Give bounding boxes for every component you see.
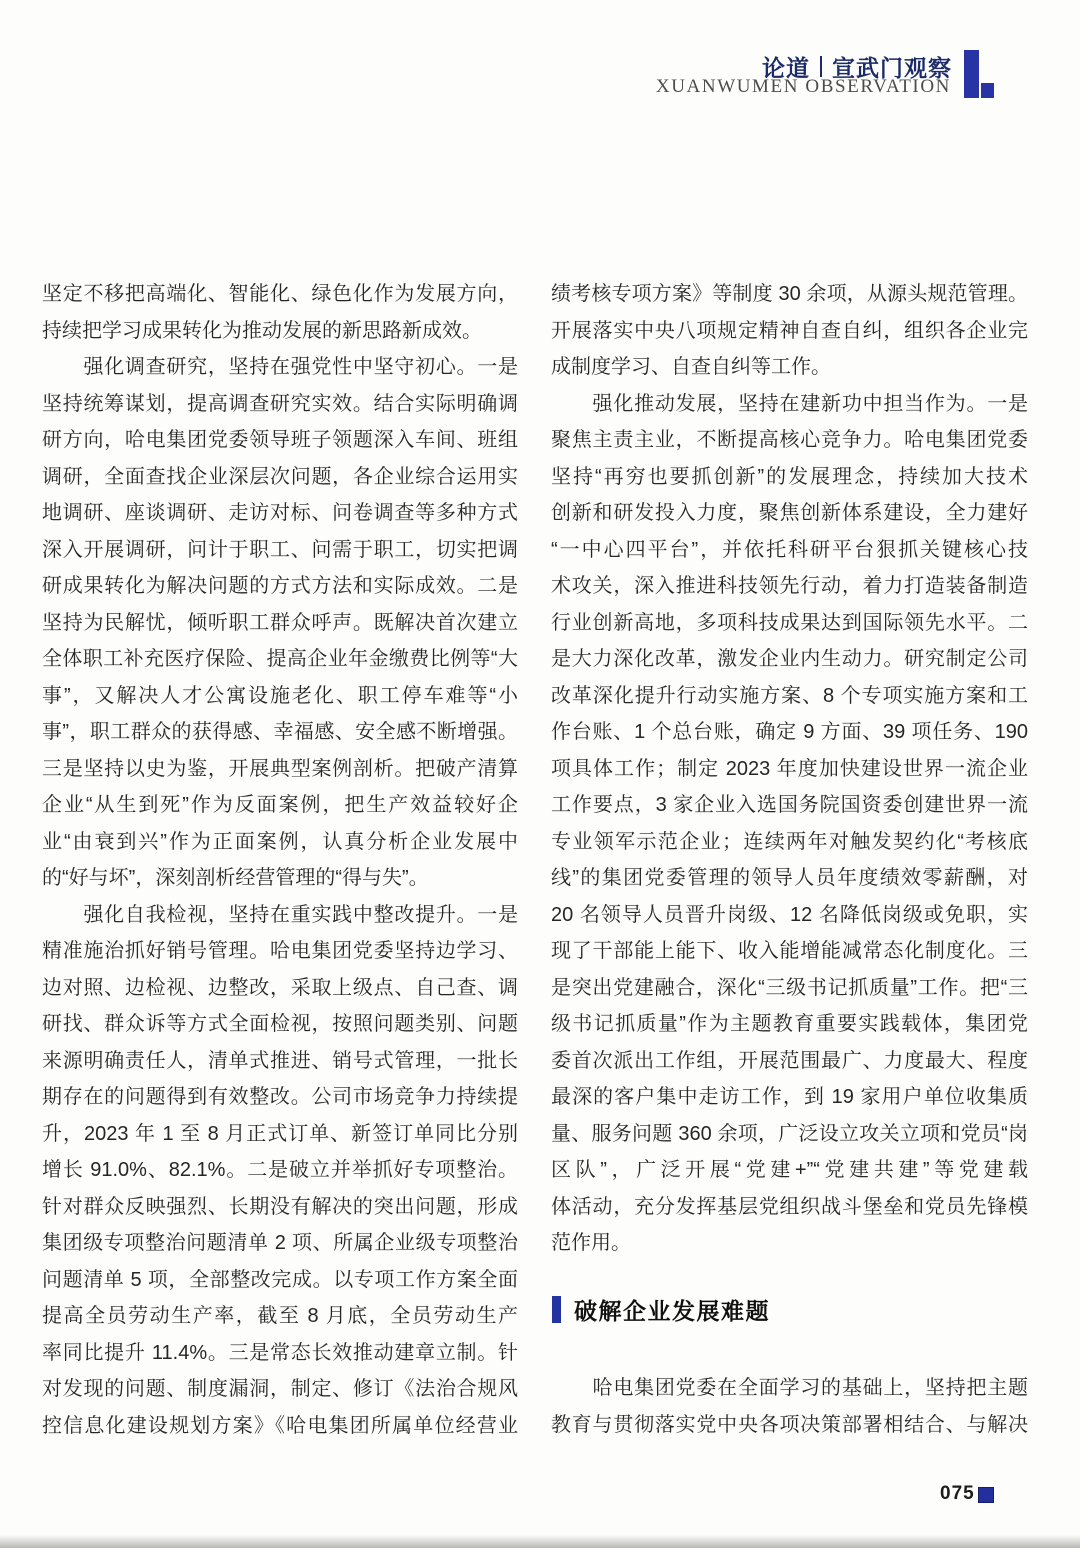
text-line: 改革深化提升行动实施方案、8 个专项实施方案和工 <box>551 684 1028 707</box>
text-line: 企业“从生到死”作为反面案例，把生产效益较好企 <box>42 794 518 816</box>
text-line: 精准施治抓好销号管理。哈电集团党委坚持边学习、 <box>42 940 518 962</box>
text-line: 现了干部能上能下、收入能增能减常态化制度化。三 <box>551 940 1028 962</box>
page-number: 075 <box>940 1483 975 1504</box>
text-line: 升，2023 年 1 至 8 月正式订单、新签订单同比分别 <box>42 1122 518 1145</box>
text-line: 绩考核专项方案》等制度 30 余项，从源头规范管理。 <box>551 283 1028 305</box>
text-line: 坚定不移把高端化、智能化、绿色化作为发展方向， <box>42 283 518 305</box>
text-line: 事”，又解决人才公寓设施老化、职工停车难等“小 <box>42 684 518 707</box>
text-line: 来源明确责任人，清单式推进、销号式管理，一批长 <box>42 1049 518 1072</box>
text-line: 术攻关，深入推进科技领先行动，着力打造装备制造 <box>551 575 1028 597</box>
text-line: 的“好与坏”，深刻剖析经营管理的“得与失”。 <box>42 867 429 889</box>
footer-accent-square <box>978 1487 994 1503</box>
text-line: 问题清单 5 项，全部整改完成。以专项工作方案全面 <box>42 1268 518 1291</box>
header-accent-bar <box>964 50 979 98</box>
text-line: “一中心四平台”，并依托科研平台狠抓关键核心技 <box>551 538 1028 561</box>
text-line: 提高全员劳动生产率，截至 8 月底，全员劳动生产 <box>42 1305 518 1327</box>
header-divider <box>820 56 822 77</box>
text-line: 委首次派出工作组，开展范围最广、力度最大、程度 <box>551 1049 1028 1072</box>
header-section-left: 论道 <box>762 55 810 81</box>
section-heading-row <box>552 1293 770 1325</box>
text-line: 强化自我检视，坚持在重实践中整改提升。一是 <box>42 903 518 926</box>
header-section-right: 宣武门观察 <box>832 55 952 81</box>
text-line: 持续把学习成果转化为推动发展的新思路新成效。 <box>42 319 482 342</box>
header-accent-square <box>981 83 994 98</box>
text-line: 针对群众反映强烈、长期没有解决的突出问题，形成 <box>42 1195 518 1218</box>
text-line: 哈电集团党委在全面学习的基础上，坚持把主题 <box>551 1377 1028 1399</box>
text-line: 级书记抓质量”作为主题教育重要实践载体，集团党 <box>551 1013 1028 1035</box>
text-line: 开展落实中央八项规定精神自查自纠，组织各企业完 <box>551 319 1028 342</box>
text-line: 集团级专项整治问题清单 2 项、所属企业级专项整治 <box>42 1232 518 1254</box>
text-line: 边对照、边检视、边整改，采取上级点、自己查、调 <box>42 976 518 999</box>
text-line: 区队”，广泛开展“党建+”“党建共建”等党建载 <box>551 1159 1028 1181</box>
text-line: 调研，全面查找企业深层次问题，各企业综合运用实 <box>42 465 518 488</box>
text-line: 控信息化建设规划方案》《哈电集团所属单位经营业 <box>42 1414 518 1437</box>
text-line: 三是坚持以史为鉴，开展典型案例剖析。把破产清算 <box>42 757 518 780</box>
left-text-column <box>42 276 518 1444</box>
text-line: 地调研、座谈调研、走访对标、问卷调查等多种方式 <box>42 502 518 524</box>
text-line: 强化推动发展，坚持在建新功中担当作为。一是 <box>551 392 1028 415</box>
header-subtitle-en: XUANWUMEN OBSERVATION <box>655 76 951 97</box>
text-line: 量、服务问题 360 余项，广泛设立攻关立项和党员“岗 <box>551 1122 1028 1145</box>
text-line: 是大力深化改革，激发企业内生动力。研究制定公司 <box>551 648 1028 670</box>
section-heading-bar-icon <box>552 1296 561 1323</box>
right-text-column <box>551 276 1028 1262</box>
text-line: 对发现的问题、制度漏洞，制定、修订《法治合规风 <box>42 1378 518 1400</box>
section-heading-title: 破解企业发展难题 <box>574 1297 770 1324</box>
text-line: 项具体工作；制定 2023 年度加快建设世界一流企业 <box>551 757 1028 780</box>
text-line: 深入开展调研，问计于职工、问需于职工，切实把调 <box>42 538 518 561</box>
text-line: 专业领军示范企业；连续两年对触发契约化“考核底 <box>551 830 1028 853</box>
text-line: 工作要点，3 家企业入选国务院国资委创建世界一流 <box>551 794 1028 816</box>
text-line: 范作用。 <box>551 1232 631 1254</box>
text-line: 聚焦主责主业，不断提高核心竞争力。哈电集团党委 <box>551 429 1028 451</box>
text-line: 20 名领导人员晋升岗级、12 名降低岗级或免职，实 <box>551 903 1028 926</box>
text-line: 最深的客户集中走访工作，到 19 家用户单位收集质 <box>551 1086 1028 1108</box>
text-line: 作台账、1 个总台账，确定 9 方面、39 项任务、190 <box>551 721 1028 743</box>
text-line: 增长 91.0%、82.1%。二是破立并举抓好专项整治。 <box>42 1159 518 1181</box>
text-line: 坚持“再穷也要抓创新”的发展理念，持续加大技术 <box>551 465 1028 488</box>
scan-edge-shadow <box>0 1535 1080 1548</box>
text-line: 教育与贯彻落实党中央各项决策部署相结合、与解决 <box>551 1413 1028 1436</box>
text-line: 期存在的问题得到有效整改。公司市场竞争力持续提 <box>42 1086 518 1108</box>
text-line: 体活动，充分发挥基层党组织战斗堡垒和党员先锋模 <box>551 1195 1028 1218</box>
text-line: 研成果转化为解决问题的方式方法和实际成效。二是 <box>42 575 518 597</box>
text-line: 创新和研发投入力度，聚焦创新体系建设，全力建好 <box>551 502 1028 524</box>
text-line: 线”的集团党委管理的领导人员年度绩效零薪酬，对 <box>551 867 1028 889</box>
text-line: 行业创新高地，多项科技成果达到国际领先水平。二 <box>551 611 1028 634</box>
text-line: 坚持为民解忧，倾听职工群众呼声。既解决首次建立 <box>42 611 518 634</box>
text-line: 事”，职工群众的获得感、幸福感、安全感不断增强。 <box>42 721 518 743</box>
text-line: 研找、群众诉等方式全面检视，按照问题类别、问题 <box>42 1013 518 1035</box>
text-line: 成制度学习、自查自纠等工作。 <box>551 356 831 378</box>
text-line: 率同比提升 11.4%。三是常态长效推动建章立制。针 <box>42 1341 518 1364</box>
text-line: 业“由衰到兴”作为正面案例，认真分析企业发展中 <box>42 830 518 853</box>
text-line: 强化调查研究，坚持在强党性中坚守初心。一是 <box>42 356 518 378</box>
bottom-paragraph <box>551 1370 1028 1443</box>
text-line: 全体职工补充医疗保险、提高企业年金缴费比例等“大 <box>42 648 518 670</box>
text-line: 坚持统筹谋划，提高调查研究实效。结合实际明确调 <box>42 392 518 415</box>
text-line: 研方向，哈电集团党委领导班子领题深入车间、班组 <box>42 429 518 451</box>
text-line: 是突出党建融合，深化“三级书记抓质量”工作。把“三 <box>551 976 1028 999</box>
